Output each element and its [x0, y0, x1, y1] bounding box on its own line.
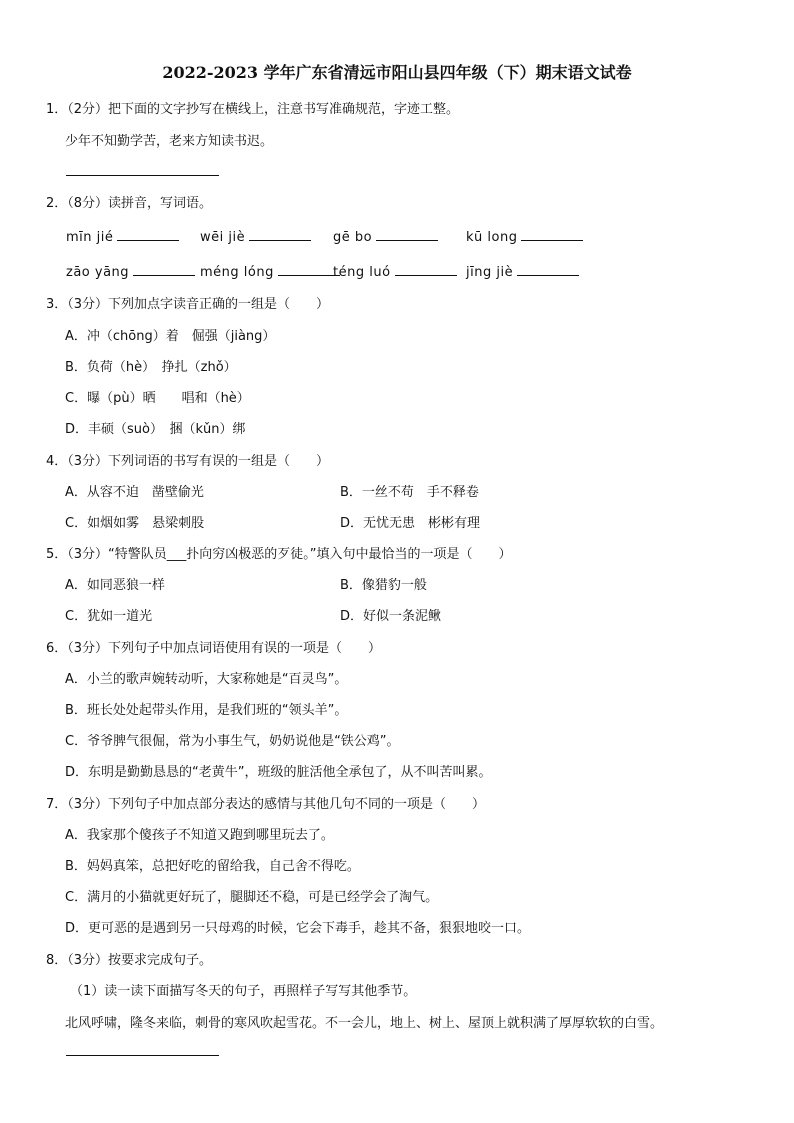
- option-b[interactable]: B．班长处处起带头作用，是我们班的“领头羊”。: [65, 703, 348, 718]
- answer-blank[interactable]: [376, 226, 438, 241]
- pinyin-label: mīn jié: [66, 230, 114, 245]
- option-a[interactable]: A．如同恶狼一样: [65, 578, 165, 593]
- pinyin-item: [466, 261, 579, 280]
- pinyin-item: [333, 226, 438, 245]
- question-1-stem: 1．（2分）把下面的文字抄写在横线上，注意书写准确规范，字迹工整。: [46, 102, 460, 117]
- answer-blank[interactable]: [517, 261, 579, 276]
- pinyin-label: méng lóng: [200, 265, 274, 280]
- question-2-stem: 2．（8分）读拼音，写词语。: [46, 196, 213, 211]
- option-b[interactable]: B．妈妈真笨，总把好吃的留给我，自己舍不得吃。: [65, 859, 360, 874]
- pinyin-item: [466, 226, 583, 245]
- option-c[interactable]: C．满月的小猫就更好玩了，腿脚还不稳，可是已经学会了淘气。: [65, 890, 439, 905]
- pinyin-label: kū long: [466, 230, 518, 245]
- option-b[interactable]: B．像猎豹一般: [340, 578, 427, 593]
- answer-line-8[interactable]: [66, 1055, 219, 1056]
- question-8-sub1: （1）读一读下面描写冬天的句子，再照样子写写其他季节。: [70, 984, 417, 999]
- pinyin-label: jīng jiè: [466, 265, 514, 280]
- question-7-stem: 7．（3分）下列句子中加点部分表达的感情与其他几句不同的一项是（ ）: [46, 797, 486, 812]
- pinyin-item: [66, 261, 195, 280]
- option-d[interactable]: D．东明是勤勤恳恳的“老黄牛”，班级的脏活他全承包了，从不叫苦叫累。: [65, 765, 492, 780]
- option-a[interactable]: A．我家那个傻孩子不知道又跑到哪里玩去了。: [65, 828, 334, 843]
- answer-blank[interactable]: [278, 261, 340, 276]
- answer-blank[interactable]: [521, 226, 583, 241]
- option-d[interactable]: D．好似一条泥鳅: [340, 609, 442, 624]
- question-8-text: 北风呼啸，隆冬来临，刺骨的寒风吹起雪花。不一会儿，地上、树上、屋顶上就积满了厚厚软软的白雪。: [65, 1016, 664, 1031]
- option-d[interactable]: D．丰硕（suò） 捆（kǔn）绑: [65, 422, 246, 437]
- pinyin-label: zāo yāng: [66, 265, 130, 280]
- answer-blank[interactable]: [249, 226, 311, 241]
- question-8-stem: 8．（3分）按要求完成句子。: [46, 953, 213, 968]
- question-4-stem: 4．（3分）下列词语的书写有误的一组是（ ）: [46, 454, 330, 469]
- answer-blank[interactable]: [395, 261, 457, 276]
- question-6-stem: 6．（3分）下列句子中加点词语使用有误的一项是（ ）: [46, 641, 382, 656]
- pinyin-item: [200, 261, 340, 280]
- pinyin-item: [66, 226, 179, 245]
- pinyin-label: gē bo: [333, 230, 373, 245]
- option-c[interactable]: C．如烟如雾 悬梁刺股: [65, 516, 205, 531]
- option-c[interactable]: C．曝（pù）晒 唱和（hè）: [65, 391, 250, 406]
- answer-line-1[interactable]: [66, 175, 219, 176]
- question-5-stem: 5．（3分）“特警队员___扑向穷凶极恶的歹徒。”填入句中最恰当的一项是（ ）: [46, 547, 512, 562]
- option-a[interactable]: A．从容不迫 凿壁偷光: [65, 485, 204, 500]
- pinyin-item: [333, 261, 457, 280]
- option-c[interactable]: C．爷爷脾气很倔，常为小事生气，奶奶说他是“铁公鸡”。: [65, 734, 400, 749]
- option-b[interactable]: B．负荷（hè） 挣扎（zhǒ）: [65, 360, 237, 375]
- exam-title: 2022-2023 学年广东省清远市阳山县四年级（下）期末语文试卷: [162, 63, 632, 82]
- answer-blank[interactable]: [133, 261, 195, 276]
- option-b[interactable]: B．一丝不苟 手不释卷: [340, 485, 479, 500]
- option-c[interactable]: C．犹如一道光: [65, 609, 153, 624]
- option-a[interactable]: A．冲（chōng）着 倔强（jiàng）: [65, 329, 276, 344]
- question-3-stem: 3．（3分）下列加点字读音正确的一组是（ ）: [46, 297, 330, 312]
- option-d[interactable]: D．无忧无患 彬彬有理: [340, 516, 481, 531]
- pinyin-label: wēi jiè: [200, 230, 246, 245]
- answer-blank[interactable]: [117, 226, 179, 241]
- option-a[interactable]: A．小兰的歌声婉转动听，大家称她是“百灵鸟”。: [65, 672, 348, 687]
- pinyin-label: téng luó: [333, 265, 391, 280]
- pinyin-item: [200, 226, 311, 245]
- question-1-text: 少年不知勤学苦，老来方知读书迟。: [65, 134, 274, 149]
- option-d[interactable]: D．更可恶的是遇到另一只母鸡的时候，它会下毒手，趁其不备，狠狠地咬一口。: [65, 921, 531, 936]
